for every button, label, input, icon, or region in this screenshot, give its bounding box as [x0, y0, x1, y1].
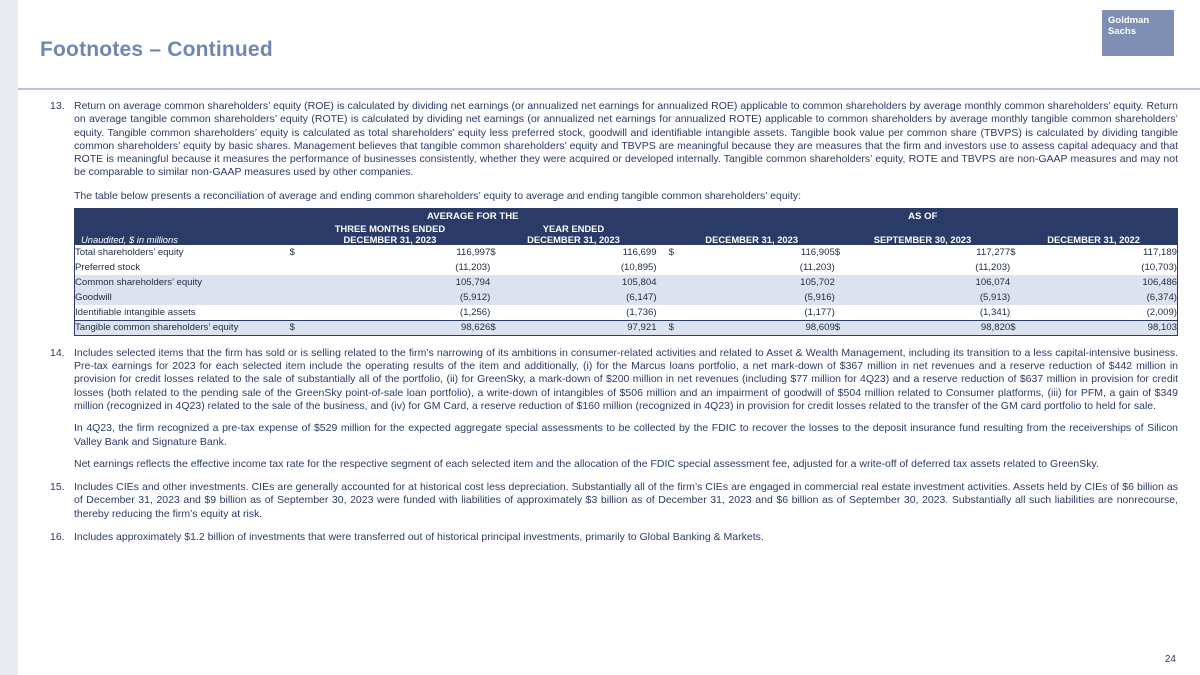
reconciliation-table [74, 208, 1178, 336]
group-header-average: AVERAGE FOR THE [290, 208, 657, 223]
footnote-13 [40, 100, 1178, 180]
row-value: (6,147) [506, 290, 656, 305]
row-currency [1010, 260, 1026, 275]
row-currency: $ [1010, 320, 1026, 335]
row-value: (1,736) [506, 305, 656, 320]
col-header-3m-2023 [290, 223, 491, 245]
row-currency: $ [835, 245, 851, 260]
footnote-body [74, 347, 1178, 471]
row-currency [1010, 305, 1026, 320]
row-value: 98,103 [1026, 320, 1177, 335]
row-currency: $ [490, 245, 506, 260]
row-value: 117,189 [1026, 245, 1177, 260]
row-currency: $ [835, 320, 851, 335]
row-currency: $ [1010, 245, 1026, 260]
row-value: (1,341) [851, 305, 1010, 320]
footnote-body [74, 481, 1178, 521]
row-value: 116,699 [506, 245, 656, 260]
row-value: (10,895) [506, 260, 656, 275]
row-value: (11,203) [851, 260, 1010, 275]
row-currency [1010, 290, 1026, 305]
col-header-line-2: DECEMBER 31, 2023 [527, 234, 620, 246]
row-currency [290, 275, 306, 290]
row-value: 117,277 [851, 245, 1010, 260]
row-value: (5,916) [685, 290, 835, 305]
footnote-number: 15. [50, 481, 65, 494]
footnote-number: 14. [50, 346, 65, 359]
row-currency [835, 275, 851, 290]
row-currency: $ [290, 320, 306, 335]
row-spacer [657, 275, 669, 290]
footnote-15 [40, 481, 1178, 521]
unit-label: Unaudited, $ in millions [75, 223, 290, 245]
row-value: 105,702 [685, 275, 835, 290]
row-value: 105,804 [506, 275, 656, 290]
row-value: (2,009) [1026, 305, 1177, 320]
row-value: (5,912) [306, 290, 491, 305]
row-currency [490, 260, 506, 275]
table-row-total [75, 320, 1178, 335]
row-label: Identifiable intangible assets [75, 305, 290, 320]
row-currency [290, 290, 306, 305]
row-label: Common shareholders’ equity [75, 275, 290, 290]
col-header-spacer [657, 223, 669, 245]
table-column-header-row [75, 223, 1178, 245]
row-currency [490, 290, 506, 305]
col-header-line-1: YEAR ENDED [542, 223, 605, 235]
logo-line-2: Sachs [1108, 26, 1136, 37]
row-value: 106,074 [851, 275, 1010, 290]
footnote-text: Return on average common shareholders’ equity (ROE) is calculated by dividing net earnings (or annualized net earnings for annualized ROE) applicable to common shareholders by average monthly common shareholders’ equity. Return on average tangible common shareholders’ equity (ROTE) is calculated by dividing net earnings (or annualized net earnings for annualized ROTE) applicable to common shareholders by average monthly tangible common shareholders’ equity. Tangible common shareholders’ equity is calculated as total shareholders’ equity less preferred stock, goodwill and identifiable intangible assets. Tangible book value per common share (TBVPS) is calculated by dividing tangible common shareholders’ equity by basic shares. Management believes that tangible common shareholders’ equity and TBVPS are meaningful because they are measures that the firm and investors use to assess capital adequacy and that ROTE is meaningful because it measures the performance of businesses consistently, whether they were acquired or developed internally. Tangible common shareholders’ equity, ROTE and TBVPS are non-GAAP measures and may not be comparable to similar non-GAAP measures used by other companies. [74, 100, 1178, 179]
row-value: (10,703) [1026, 260, 1177, 275]
col-header-ye-2023 [490, 223, 656, 245]
col-header-line-1: THREE MONTHS ENDED [334, 223, 446, 235]
row-currency: $ [290, 245, 306, 260]
row-value: 105,794 [306, 275, 491, 290]
row-currency [1010, 275, 1026, 290]
table-row [75, 275, 1178, 290]
row-currency: $ [669, 320, 685, 335]
row-value: (1,256) [306, 305, 491, 320]
footnote-body [74, 531, 1178, 544]
row-value: 98,820 [851, 320, 1010, 335]
footnote-paragraph: Includes CIEs and other investments. CIEs are generally accounted for at historical cost less depreciation. Substantially all of the firm’s CIEs are engaged in commercial real estate investment activities. Assets held by CIEs of $6 billion as of December 31, 2023 and $9 billion as of September 30, 2023 were funded with liabilities of approximately $3 billion as of December 31, 2023 and $6 billion as of September 30, 2023. Substantially all such liabilities are nonrecourse, thereby reducing the firm’s equity at risk. [74, 481, 1178, 520]
row-label: Goodwill [75, 290, 290, 305]
slide-page [18, 0, 1200, 675]
row-spacer [657, 305, 669, 320]
row-value: 98,626 [306, 320, 491, 335]
group-header-blank [75, 208, 290, 223]
table-body [75, 245, 1178, 335]
row-value: 116,905 [685, 245, 835, 260]
row-value: (11,203) [685, 260, 835, 275]
footnote-number: 13. [50, 100, 65, 112]
row-value: 98,609 [685, 320, 835, 335]
row-label: Tangible common shareholders’ equity [75, 320, 290, 335]
row-value: (5,913) [851, 290, 1010, 305]
footnote-16 [40, 531, 1178, 544]
row-currency [835, 290, 851, 305]
slide-content [18, 90, 1200, 544]
row-value: 106,486 [1026, 275, 1177, 290]
row-currency [290, 305, 306, 320]
row-currency: $ [669, 245, 685, 260]
row-currency [669, 260, 685, 275]
row-currency [835, 260, 851, 275]
row-currency [669, 275, 685, 290]
slide-header [18, 0, 1200, 90]
table-row [75, 290, 1178, 305]
goldman-sachs-logo [1102, 10, 1174, 56]
group-header-asof: AS OF [669, 208, 1178, 223]
row-currency [835, 305, 851, 320]
row-spacer [657, 290, 669, 305]
row-value: (6,374) [1026, 290, 1177, 305]
footnote-paragraph: Includes approximately $1.2 billion of investments that were transferred out of historical principal investments, primarily to Global Banking & Markets. [74, 531, 764, 544]
table-row [75, 245, 1178, 260]
row-spacer [657, 320, 669, 335]
left-rail [0, 0, 18, 675]
table-row [75, 305, 1178, 320]
row-currency [490, 305, 506, 320]
table-row [75, 260, 1178, 275]
row-currency [669, 290, 685, 305]
footnote-14 [40, 347, 1178, 471]
row-currency [669, 305, 685, 320]
page-number: 24 [1164, 654, 1176, 665]
col-header-sep-30-2023: SEPTEMBER 30, 2023 [835, 223, 1010, 245]
footnote-paragraph: Net earnings reflects the effective income tax rate for the respective segment of each selected item and the allocation of the FDIC special assessment fee, adjusted for a write-off of deferred tax assets related to GreenSky. [74, 457, 1099, 470]
row-value: (1,177) [685, 305, 835, 320]
footnote-number: 16. [50, 531, 65, 544]
row-label: Total shareholders’ equity [75, 245, 290, 260]
table-lead-in: The table below presents a reconciliation of average and ending common shareholders’ equity to average and ending tangible common shareholders’ equity: [74, 189, 802, 202]
page-title: Footnotes – Continued [40, 38, 273, 61]
col-header-dec-31-2023: DECEMBER 31, 2023 [669, 223, 835, 245]
row-currency: $ [490, 320, 506, 335]
row-currency [490, 275, 506, 290]
row-currency [290, 260, 306, 275]
row-label: Preferred stock [75, 260, 290, 275]
group-header-spacer [657, 208, 669, 223]
row-spacer [657, 245, 669, 260]
row-value: 116,997 [306, 245, 491, 260]
logo-line-1: Goldman [1108, 15, 1150, 26]
footnote-paragraph: Includes selected items that the firm has sold or is selling related to the firm’s narrowing of its ambitions in consumer-related activities and related to Asset & Wealth Management, including its transition to a less capital-intensive business. Pre-tax earnings for 2023 for each selected item include the operating results of the item and additionally, (i) for the Marcus loans portfolio, a net mark-down of $367 million in net revenues and a reserve reduction of $442 million in provision for credit losses related to the sale of substantially all of the portfolio, (ii) for GreenSky, a mark-down of $200 million in net revenues (including $77 million for 4Q23) and a reserve reduction of $637 million in provision for credit losses (both related to the pending sale of the GreenSky point-of-sale loan portfolio), a write-down of intangibles of $506 million and an impairment of goodwill of $504 million related to Consumer platforms, (iii) for PFM, a gain of $349 million (recognized in 4Q23) related to the sale of the business, and (iv) for GM Card, a reserve reduction of $160 million (recognized in 4Q23) in provision for credit losses related to the transfer of the GM card portfolio to held for sale. [74, 346, 1178, 412]
row-value: (11,203) [306, 260, 491, 275]
col-header-dec-31-2022: DECEMBER 31, 2022 [1010, 223, 1177, 245]
footnote-paragraph: In 4Q23, the firm recognized a pre-tax expense of $529 million for the expected aggregate special assessments to be collected by the FDIC to recover the losses to the deposit insurance fund resulting from the receiverships of Silicon Valley Bank and Signature Bank. [74, 422, 1178, 448]
row-spacer [657, 260, 669, 275]
col-header-line-2: DECEMBER 31, 2023 [343, 234, 437, 246]
row-value: 97,921 [506, 320, 656, 335]
table-group-header-row [75, 208, 1178, 223]
